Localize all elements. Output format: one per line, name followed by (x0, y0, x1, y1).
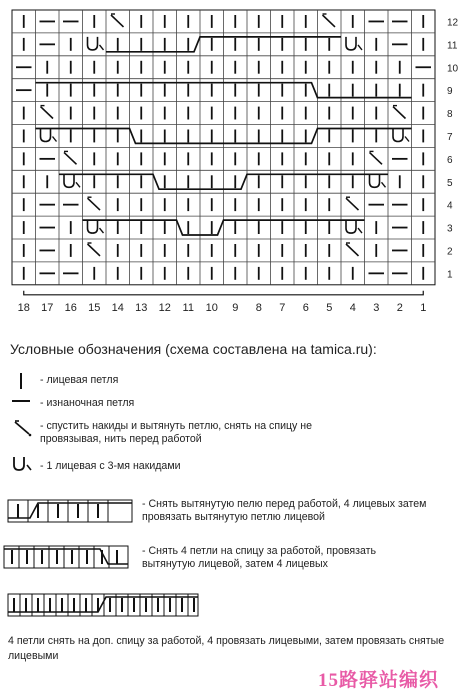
drop-stitch (88, 244, 101, 256)
drop-stitch (346, 198, 359, 210)
cable-symbol-3 (6, 590, 202, 622)
row-number: 5 (447, 177, 453, 189)
wrap-stitch-mark (358, 228, 362, 233)
stitch-cell (64, 151, 77, 164)
stitch-cell (64, 174, 80, 187)
wrap-stitch-mark (405, 137, 409, 142)
stitch-cell (370, 174, 386, 187)
repeat-bracket-line (24, 291, 424, 295)
row-number: 9 (447, 86, 453, 98)
purl-symbol-icon (10, 396, 32, 406)
column-number: 13 (135, 301, 148, 314)
column-number: 15 (88, 301, 101, 314)
column-number: 9 (232, 301, 239, 314)
stitch-cell (323, 14, 336, 27)
stitch-cell (41, 129, 57, 142)
stitch-cell (111, 14, 124, 27)
legend-cable-2-text: - Снять 4 петли на спицу за работой, провязать вытянутую лицевой, затем 4 лицевых (142, 545, 377, 570)
wrap-stitch (88, 37, 98, 50)
wrap-stitch-mark (76, 182, 80, 187)
row-number: 4 (447, 200, 453, 212)
drop-stitch (370, 152, 383, 164)
legend-title: Условные обозначения (схема составлена на tamica.ru): (10, 341, 377, 357)
column-number: 7 (279, 301, 286, 314)
row-number: 8 (447, 109, 453, 121)
stitch-cell (88, 220, 104, 233)
drop-stitch (346, 244, 359, 256)
column-number: 1 (420, 301, 427, 314)
stitch-cell (88, 37, 104, 50)
wrap-stitch-mark (100, 45, 104, 50)
row-number: 6 (447, 154, 453, 166)
drop-stitch (88, 198, 101, 210)
column-number: 8 (255, 301, 262, 314)
wrap-stitch (346, 37, 356, 50)
wrap-stitch (64, 174, 74, 187)
row-number: 11 (447, 40, 458, 52)
wrap-stitch (346, 220, 356, 233)
drop-stitch (64, 152, 77, 164)
stitch-cell (88, 243, 101, 256)
wrap-stitch (393, 129, 403, 142)
knitting-chart (0, 0, 473, 340)
repeat-bracket (24, 291, 424, 295)
cable-symbol-2 (2, 540, 130, 574)
wrap-stitch-mark (358, 45, 362, 50)
column-number: 3 (373, 301, 380, 314)
drop-stitch (111, 15, 124, 27)
stitch-cell (346, 220, 362, 233)
stitch-cell (346, 197, 359, 210)
wrap-stitch (370, 174, 380, 187)
row-number: 10 (447, 63, 459, 75)
stitch-cell (41, 106, 54, 119)
drop-stitch-symbol-icon (12, 420, 34, 438)
row-number: 12 (447, 17, 459, 29)
column-number: 18 (17, 301, 30, 314)
legend-cable-1-text: - Снять вытянутую пелю перед работой, 4 лицевых затем провязать вытянутую петлю лицевой (142, 498, 427, 523)
stitch-cell (393, 106, 406, 119)
drop-stitch (323, 15, 336, 27)
wrap-stitch-mark (382, 182, 386, 187)
row-number: 2 (447, 246, 453, 258)
column-number: 16 (64, 301, 77, 314)
column-number: 4 (349, 301, 356, 314)
column-number: 11 (182, 301, 194, 314)
site-watermark: 15路驿站编织 (318, 670, 440, 691)
legend-knit-text: - лицевая петля (40, 374, 119, 386)
wrap-stitch (41, 129, 51, 142)
column-number: 17 (41, 301, 54, 314)
cable-footer-note: 4 петли снять на доп. спицу за работой, 4 провязать лицевыми, затем провязать снятые лицевыми (8, 635, 445, 662)
column-number: 10 (205, 301, 218, 314)
stitch-cell (370, 151, 383, 164)
stitch-cell (88, 197, 101, 210)
legend-purl-text: - изнаночная петля (40, 397, 135, 409)
chart-gridlines (12, 10, 435, 285)
cable-symbol-1 (6, 494, 136, 528)
drop-stitch (393, 107, 406, 119)
row-number: 7 (447, 131, 453, 143)
legend-wrap-text: - 1 лицевая с 3-мя накидами (40, 460, 181, 472)
row-numbers (447, 17, 459, 280)
wrap-stitch-mark (53, 137, 57, 142)
column-number: 6 (302, 301, 309, 314)
column-numbers (18, 302, 427, 314)
stitch-cell (346, 37, 362, 50)
knit-symbol-icon (14, 372, 28, 390)
column-number: 14 (111, 301, 124, 314)
row-number: 3 (447, 223, 453, 235)
column-number: 5 (326, 301, 333, 314)
wrap-stitch-mark (100, 228, 104, 233)
column-number: 2 (396, 301, 403, 314)
stitch-cell (393, 129, 409, 142)
column-number: 12 (158, 301, 171, 314)
drop-stitch (41, 107, 54, 119)
row-number: 1 (447, 269, 453, 281)
legend-drop-text: - спустить накиды и вытянуть петлю, снять на спицу не провязывая, нить перед работой (40, 420, 313, 445)
wrap-stitch (88, 220, 98, 233)
stitch-cell (346, 243, 359, 256)
wrap-stitch-symbol-icon (10, 454, 34, 474)
